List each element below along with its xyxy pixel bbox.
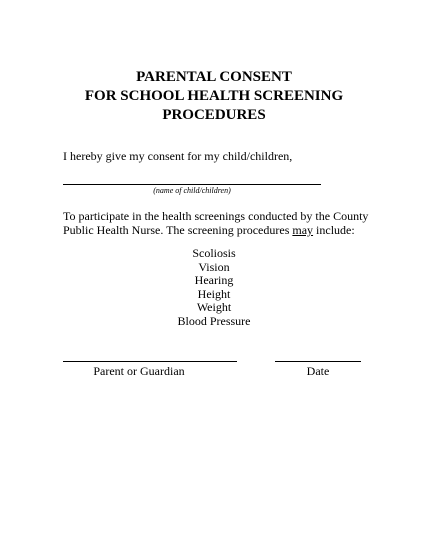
form-title-line-2: FOR SCHOOL HEALTH SCREENING [84, 88, 344, 104]
procedure-item: Scoliosis [192, 246, 236, 260]
form-title-line-3: PROCEDURES [162, 107, 266, 123]
form-title-line-1: PARENTAL CONSENT [136, 69, 292, 85]
procedure-item: Vision [198, 259, 230, 274]
procedure-item: Height [197, 286, 231, 301]
emphasis-may: may [292, 223, 314, 237]
date-signature-line[interactable] [275, 361, 361, 362]
child-name-line[interactable] [63, 184, 321, 185]
date-label: Date [306, 364, 330, 378]
participation-line-1: To participate in the health screenings conducted by the County [63, 209, 369, 223]
parent-signature-line[interactable] [63, 361, 237, 362]
screening-procedures-list [0, 247, 428, 328]
consent-statement: I hereby give my consent for my child/children, [63, 149, 293, 163]
participation-line-2 [63, 223, 355, 238]
procedure-item: Blood Pressure [177, 313, 251, 328]
participation-line-2-start: Public Health Nurse. The screening procedures [63, 223, 293, 237]
procedure-item: Weight [196, 300, 232, 314]
participation-line-2-end: include: [313, 223, 355, 237]
parent-guardian-label: Parent or Guardian [93, 364, 185, 378]
procedure-item: Hearing [194, 273, 234, 287]
child-name-caption: (name of child/children) [153, 186, 231, 195]
